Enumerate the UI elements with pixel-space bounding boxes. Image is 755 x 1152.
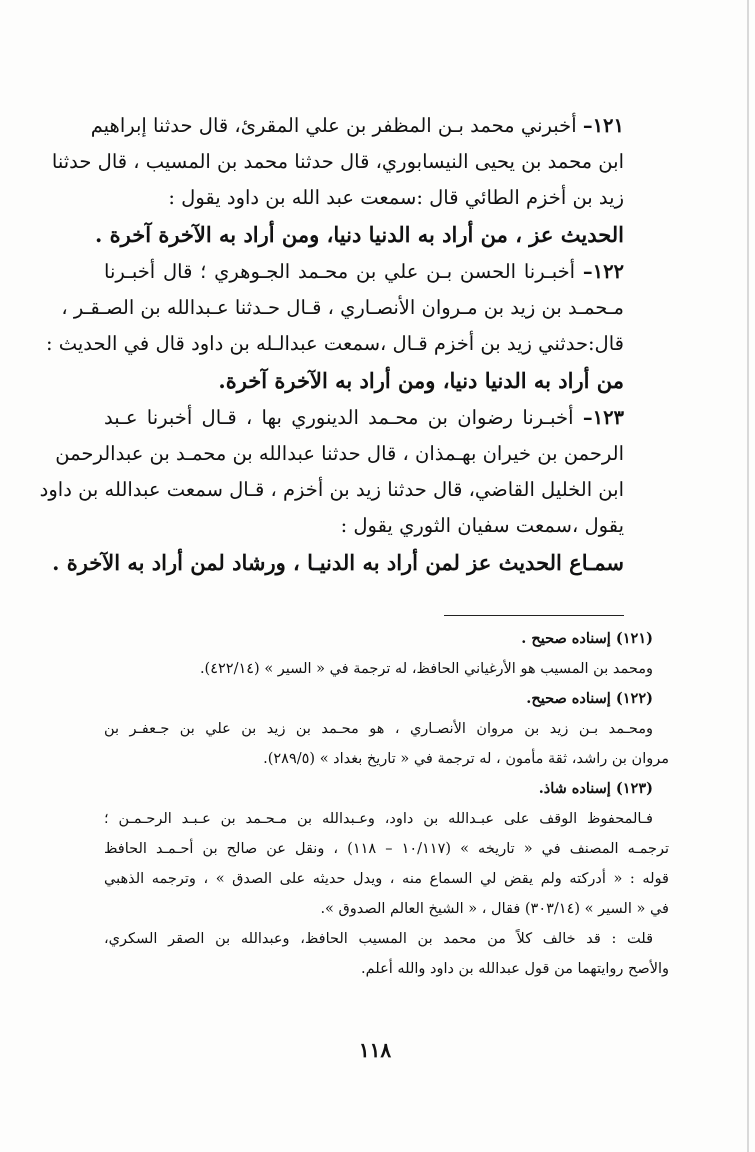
hadith-123-line-3: ابن الخليل القاضي، قال حدثنا زيد بن أخزم ، قـال سمعت عبدالله بن داود [39,478,624,501]
footnote-123-heading: (١٢٣) إسناده شاذ. [538,780,653,797]
page-number: ١١٨ [358,1038,392,1062]
hadith-123-line-1 [104,400,624,436]
editor-note-line-2: والأصح روايتهما من قول عبدالله بن داود والله أعلم. [361,961,669,977]
hadith-121-line-1 [90,108,624,144]
hadith-121-line-2: ابن محمد بن يحيى النيسابوري، قال حدثنا محمد بن المسيب ، قال حدثنا [51,150,624,173]
hadith-122-quote: من أراد به الدنيا دنيا، ومن أراد به الآخرة آخرة. [218,368,624,393]
footnote-122-heading: (١٢٢) إسناده صحيح. [526,690,653,707]
hadith-122-line-2: مـحمـد بن زيد بن مـروان الأنصـاري ، قـال حـدثنا عـبدالله بن الصـقـر ، [61,296,624,319]
footnote-123-line-1: فـالمحفوظ الوقف على عبـدالله بن داود، وعـبدالله بن مـحـمد بن عـبـد الرحـمـن ؛ [104,811,653,827]
hadith-123-line-4: يقول ،سمعت سفيان الثوري يقول : [340,514,624,537]
hadith-123-line-2: الرحمن بن خيران بهـمذان ، قال حدثنا عبدالله بن محمـد بن عبدالرحمن [55,442,624,465]
page-edge-shadow [747,0,749,1152]
footnote-123-line-3: قوله : « أدركته ولم يقض لي السماع منه ، ويدل حديثه على الصدق » ، وترجمه الذهبي [104,871,669,887]
footnote-121-heading: (١٢١) إسناده صحيح . [521,630,653,647]
footnote-123-line-4: في « السير » (٣٠٣/١٤) فقال ، « الشيخ العالم الصدوق ». [320,901,669,917]
hadith-122-line-1 [104,254,624,290]
hadith-121-number: ١٢١– [582,114,624,137]
footnote-separator [444,615,624,616]
footnote-122-line-2: مروان بن راشد، ثقة مأمون ، له ترجمة في « تاريخ بغداد » (٢٨٩/٥). [263,751,669,767]
hadith-122-number: ١٢٢– [582,260,625,283]
footnote-123-line-2: ترجمـه المصنف في « تاريخه » (١٠/١١٧ – ١١٨) ، ونقل عن صالح بن أحـمـد الحافظ [104,841,669,857]
hadith-121-quote: الحديث عز ، من أراد به الدنيا دنيا، ومن أراد به الآخرة آخرة . [95,222,624,247]
footnote-121-line-1: ومحمد بن المسيب هو الأرغياني الحافظ، له ترجمة في « السير » (٤٢٢/١٤). [199,661,653,677]
hadith-123-quote: سمـاع الحديث عز لمن أراد به الدنيـا ، ورشاد لمن أراد به الآخرة . [52,550,624,575]
hadith-121-text-1: أخبرني محمد بـن المظفر بن علي المقرئ، قال حدثنا إبراهيم [90,114,577,137]
footnotes [104,624,669,984]
footnote-122-line-1: ومحـمد بـن زيد بن مروان الأنصـاري ، هو محـمد بن زيد بن علي بن جـعفـر بن [104,721,653,737]
hadith-122-line-3: قال:حدثني زيد بن أخزم قـال ،سمعت عبدالـله بن داود قال في الحديث : [45,332,624,355]
hadith-123-text-1: أخبـرنا رضوان بن محـمد الدينوري بها ، قـال أخبرنا عـبد [104,406,574,429]
hadith-121-line-3: زيد بن أخزم الطائي قال :سمعت عبد الله بن داود يقول : [168,186,624,209]
hadith-123-number: ١٢٣– [582,406,625,429]
hadith-122-text-1: أخبـرنا الحسن بـن علي بن محـمد الجـوهري ؛ قال أخبـرنا [104,260,576,283]
editor-note-line-1: قلت : قد خالف كلاً من محمد بن المسيب الحافظ، وعبدالله بن الصقر السكري، [104,931,653,947]
main-text [39,108,625,582]
